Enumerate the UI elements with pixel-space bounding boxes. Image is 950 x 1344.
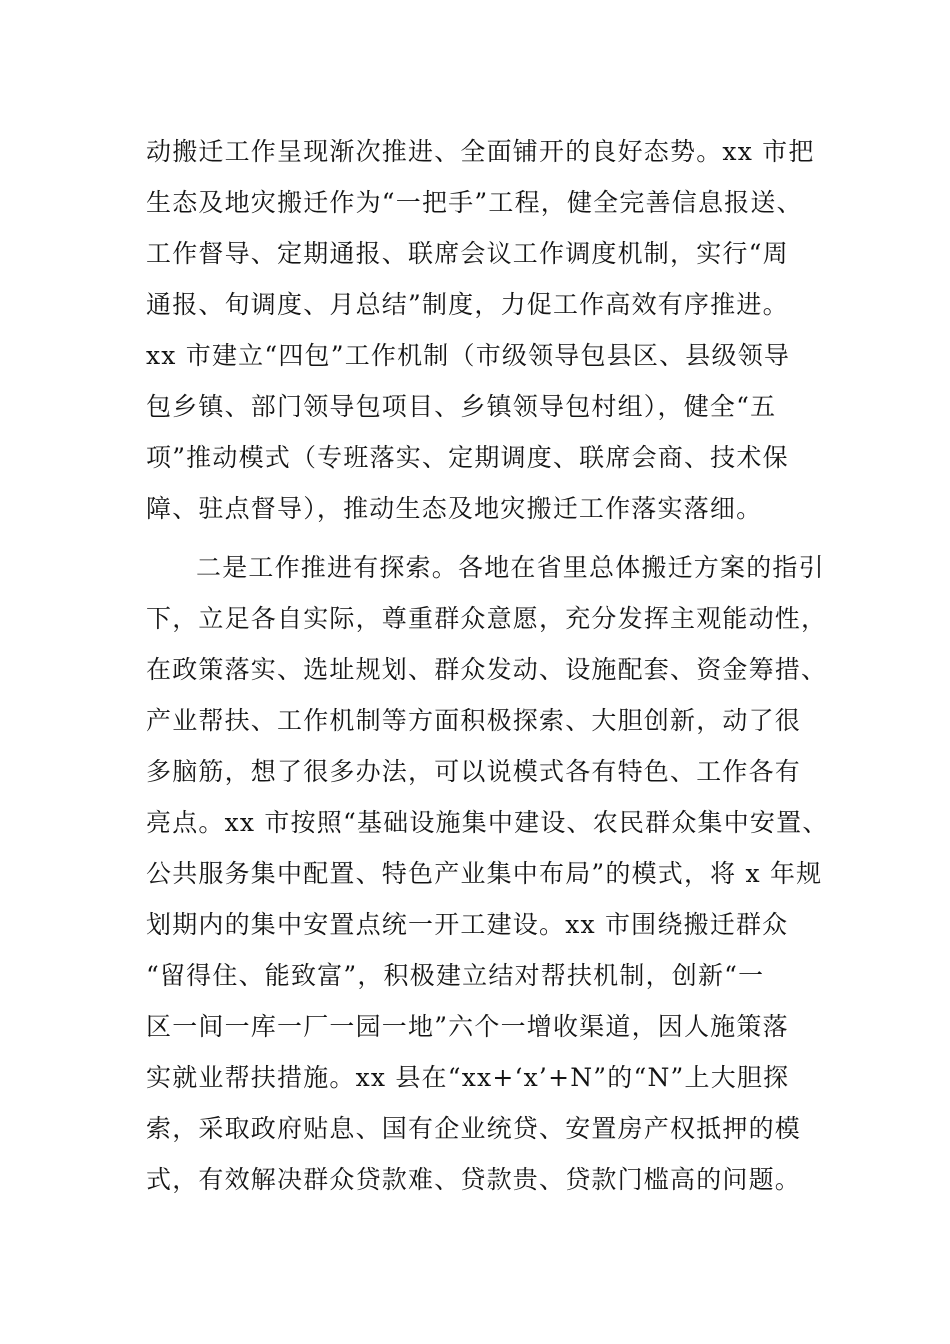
text-line: 式，有效解决群众贷款难、贷款贵、贷款门槛高的问题。 [146,1165,802,1194]
text-line: 亮点。xx 市按照“基础设施集中建设、农民群众集中安置、 [146,808,829,837]
text-line: “留得住、能致富”，积极建立结对帮扶机制，创新“一 [146,961,765,990]
text-line: 通报、旬调度、月总结”制度，力促工作高效有序推进。 [146,290,789,319]
text-line: 下，立足各自实际，尊重群众意愿，充分发挥主观能动性， [146,604,828,633]
text-line: 实就业帮扶措施。xx 县在“xx+‘x’+N”的“N”上大胆探 [146,1063,790,1092]
paragraph-first-line: 二是工作推进有探索。各地在省里总体搬迁方案的指引 [196,553,825,582]
text-line: 包乡镇、部门领导包项目、乡镇领导包村组），健全“五 [146,392,777,421]
text-line: 生态及地灾搬迁作为“一把手”工程，健全完善信息报送、 [146,188,803,217]
text-line: 索，采取政府贴息、国有企业统贷、安置房产权抵押的模 [146,1114,802,1143]
text-line: 产业帮扶、工作机制等方面积极探索、大胆创新，动了很 [146,706,802,735]
text-line: 划期内的集中安置点统一开工建设。xx 市围绕搬迁群众 [146,910,789,939]
text-line: xx 市建立“四包”工作机制（市级领导包县区、县级领导 [146,341,791,370]
text-line: 区一间一库一厂一园一地”六个一增收渠道，因人施策落 [146,1012,789,1041]
text-line: 工作督导、定期通报、联席会议工作调度机制，实行“周 [146,239,789,268]
text-line: 在政策落实、选址规划、群众发动、设施配套、资金筹措、 [146,655,828,684]
text-line: 障、驻点督导），推动生态及地灾搬迁工作落实落细。 [146,494,763,523]
text-line: 动搬迁工作呈现渐次推进、全面铺开的良好态势。xx 市把 [146,137,815,166]
text-line: 多脑筋，想了很多办法，可以说模式各有特色、工作各有 [146,757,802,786]
text-line: 公共服务集中配置、特色产业集中布局”的模式，将 x 年规 [146,859,823,888]
text-line: 项”推动模式（专班落实、定期调度、联席会商、技术保 [146,443,789,472]
